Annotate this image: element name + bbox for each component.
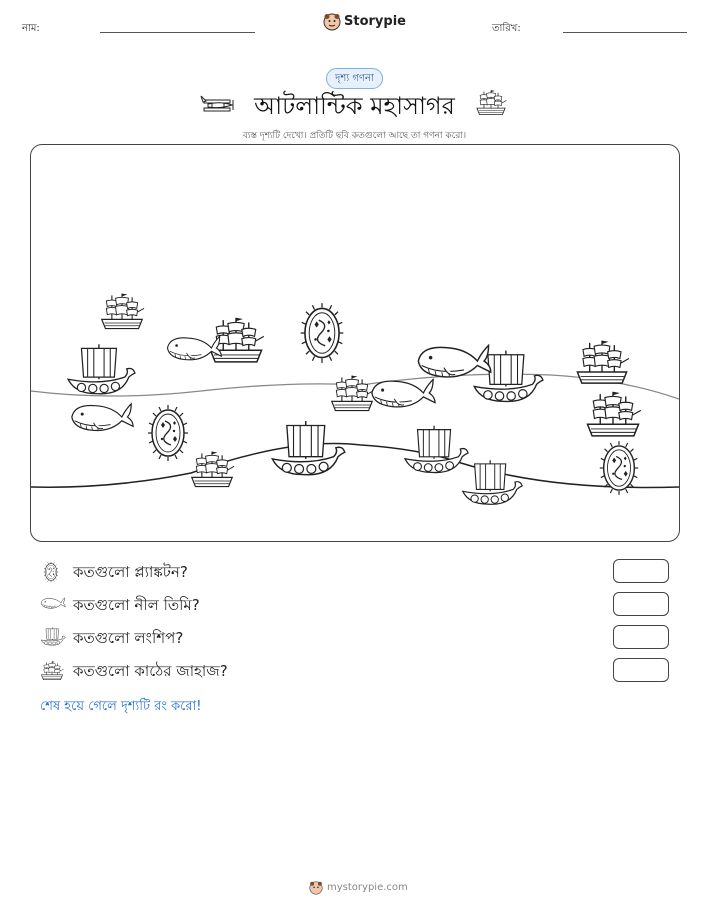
- page-title: আটলান্টিক মহাসাগর: [254, 92, 455, 120]
- answer-box-plankton[interactable]: [613, 559, 669, 583]
- ocean-scene: [31, 145, 679, 541]
- longship-icon: [40, 626, 66, 648]
- name-field[interactable]: [100, 32, 255, 33]
- coloring-note: শেষ হয়ে গেলে দৃশ্যটি রং করো!: [40, 699, 202, 714]
- longship-icon: [405, 426, 468, 473]
- storypie-footer-logo-icon: [309, 880, 323, 894]
- brand-name: Storypie: [344, 14, 406, 29]
- question-whale: কতগুলো নীল তিমি?: [73, 596, 200, 614]
- longship-icon: [68, 344, 135, 394]
- answer-box-sailing-ship[interactable]: [613, 658, 669, 682]
- question-sailing-ship: কতগুলো কাঠের জাহাজ?: [73, 662, 228, 680]
- answer-box-longship[interactable]: [613, 625, 669, 649]
- sailing-ship-icon: [192, 452, 234, 487]
- sailing-ship-icon: [102, 294, 144, 329]
- ship-title-icon: [475, 88, 507, 118]
- whale-icon: [418, 345, 490, 377]
- plankton-icon: [40, 561, 62, 583]
- date-field[interactable]: [563, 32, 687, 33]
- date-label: তারিখ:: [492, 23, 521, 34]
- answer-box-whale[interactable]: [613, 592, 669, 616]
- plankton-icon: [148, 405, 188, 461]
- storypie-logo-icon: [323, 13, 341, 31]
- sailing-ship-icon: [332, 376, 374, 411]
- question-longship: কতগুলো লংশিপ?: [73, 629, 184, 647]
- sailing-ship-icon: [587, 392, 640, 436]
- name-label: নাম:: [22, 23, 40, 34]
- plankton-icon: [600, 441, 638, 495]
- plankton-icon: [301, 303, 344, 363]
- activity-badge: দৃশ্য গণনা: [326, 68, 383, 89]
- instructions: ব্যস্ত দৃশ্যটি দেখো। প্রতিটি ছবি কতগুলো আছে তা গণনা করো।: [242, 131, 467, 141]
- whale-icon: [40, 594, 66, 612]
- whale-icon: [372, 379, 435, 406]
- sailing-ship-icon: [40, 659, 64, 683]
- scene-panel: [30, 144, 680, 542]
- sailing-ship-icon: [577, 341, 629, 384]
- question-plankton: কতগুলো প্ল্যাঙ্কটন?: [73, 563, 188, 581]
- whale-icon: [72, 404, 133, 431]
- footer-url[interactable]: mystorypie.com: [327, 882, 408, 893]
